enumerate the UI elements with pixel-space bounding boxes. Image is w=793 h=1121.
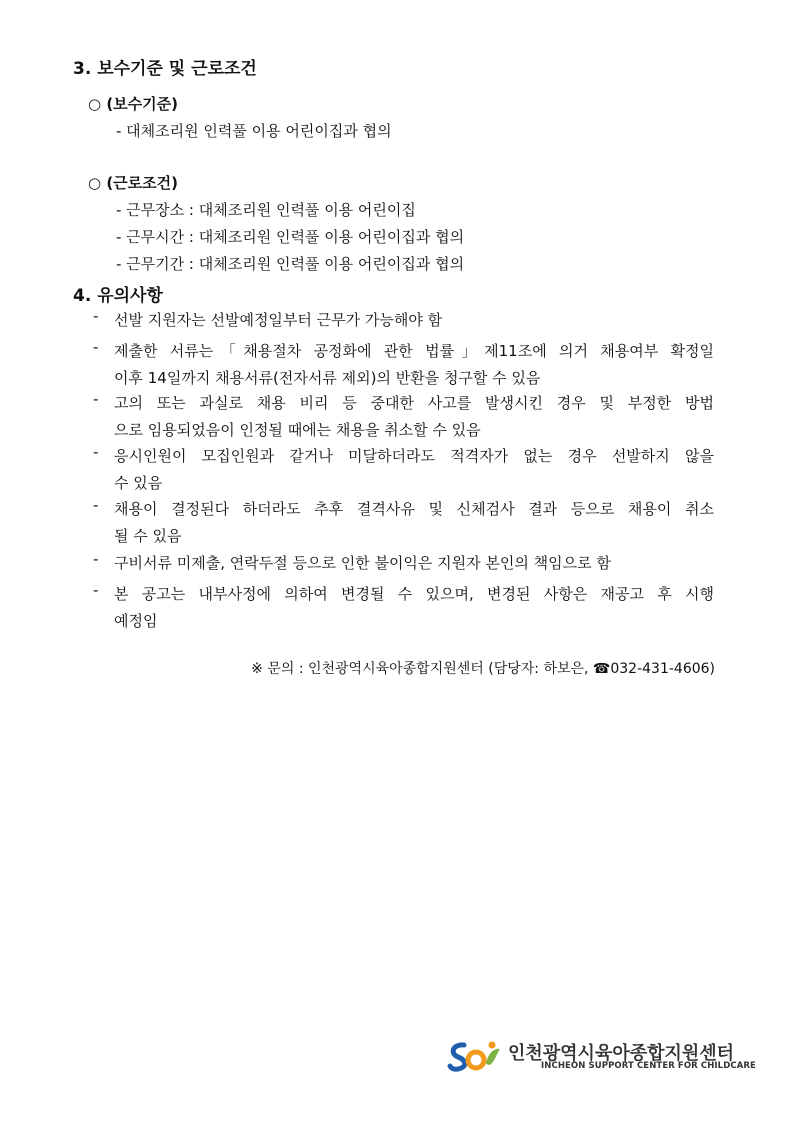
contact-note: ※ 문의 : 인천광역시육아종합지원센터 (담당자: 하보은, ☎032-431-4606) [251,661,715,677]
logo-name: 인천광역시육아종합지원센터 [508,1043,735,1064]
notice-text [114,417,714,444]
notice-text [114,523,714,550]
notice-line: 제출한 서류는「채용절차 공정화에 관한 법률」제11조에 의거 채용여부 확정일 [114,342,714,360]
notice-line: 응시인원이 모집인원과 같거나 미달하더라도 적격자가 없는 경우 선발하지 않을 [114,447,714,465]
dash-bullet: - [93,338,99,356]
dash-bullet: - [93,581,99,599]
logo-subtitle: INCHEON SUPPORT CENTER FOR CHILDCARE [541,1061,756,1071]
dash-bullet: - [93,550,99,568]
section-3-title: 3. 보수기준 및 근로조건 [73,59,257,79]
notice-text [114,365,714,392]
circle-bullet: ○ [88,95,102,113]
pay-standard-label: (보수기준) [106,95,178,113]
notice-line: 본 공고는 내부사정에 의하여 변경될 수 있으며, 변경된 사항은 재공고 후 시행 [114,585,714,603]
notice-text [114,390,714,417]
notice-line: 채용이 결정된다 하더라도 추후 결격사유 및 신체검사 결과 등으로 채용이 취소 [114,500,714,518]
working-conditions-heading [88,172,178,193]
circle-bullet: ○ [88,174,102,192]
childcare-center-logo-icon [446,1036,506,1076]
notice-line: 구비서류 미제출, 연락두절 등으로 인한 불이익은 지원자 본인의 책임으로 함 [114,554,611,572]
pay-standard-heading [88,93,178,114]
notice-text [114,496,714,523]
notice-line: 될 수 있음 [114,527,182,545]
notice-text [114,443,714,470]
notice-line: 으로 임용되었음이 인정될 때에는 채용을 취소할 수 있음 [114,421,481,439]
notice-text [114,338,714,365]
dash-bullet: - [93,443,99,461]
notice-text [114,550,714,577]
dash-bullet: - [93,496,99,514]
dash-bullet: - [93,390,99,408]
pay-standard-item: - 대체조리원 인력풀 이용 어린이집과 협의 [116,122,392,140]
notice-text [114,581,714,608]
notice-line: 선발 지원자는 선발예정일부터 근무가 가능해야 함 [114,311,443,329]
notice-text [114,470,714,497]
notice-text [114,608,714,635]
working-conditions-label: (근로조건) [106,174,178,192]
notice-line: 예정임 [114,612,158,630]
notice-line: 이후 14일까지 채용서류(전자서류 제외)의 반환을 청구할 수 있음 [114,369,541,387]
dash-bullet: - [93,307,99,325]
notice-text [114,307,714,334]
work-period-item: - 근무기간 : 대체조리원 인력풀 이용 어린이집과 협의 [116,255,465,273]
work-hours-item: - 근무시간 : 대체조리원 인력풀 이용 어린이집과 협의 [116,228,465,246]
work-location-item: - 근무장소 : 대체조리원 인력풀 이용 어린이집 [116,201,416,219]
center-logo [446,1036,756,1076]
section-4-title: 4. 유의사항 [73,286,163,306]
notice-line: 수 있음 [114,474,163,492]
notice-line: 고의 또는 과실로 채용 비리 등 중대한 사고를 발생시킨 경우 및 부정한 방법 [114,394,714,412]
